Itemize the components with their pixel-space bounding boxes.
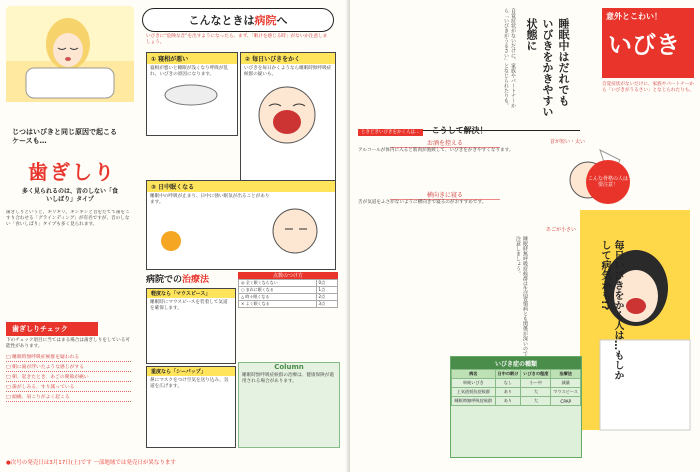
table-cell: ○ まれに眠くなる — [239, 287, 317, 294]
card-body: 寝相が悪いと睡眠が浅くなり呼吸が乱れ、いびきの原因になります。 — [150, 66, 229, 78]
card-body: 睡眠時にマウスピースを装着して気道を確保します。 — [150, 300, 228, 312]
card-daily-snoring — [240, 52, 336, 184]
check-item[interactable]: □ 睡眠時無呼吸症候群を疑われる — [6, 352, 131, 362]
table-cell: 3点 — [316, 301, 337, 308]
column-title: Column — [274, 363, 304, 371]
table-cell: 2点 — [316, 294, 337, 301]
snoring-types-panel — [450, 356, 582, 458]
table-row — [452, 379, 581, 388]
skeleton-badge-label: こんな骨格の人は要注意！ — [588, 176, 629, 188]
sub2-body: 舌が気道をふさがないように横向きで寝るのがおすすめです。 — [358, 200, 487, 205]
check-title: 歯ぎしりチェック — [6, 322, 98, 336]
sub2-label: 横向きに寝る — [390, 190, 500, 200]
main-title-block — [602, 8, 694, 78]
column-body: 睡眠時無呼吸症候群の治療は、健康保険が適用される場合があります。 — [242, 373, 334, 385]
callout-jaw: あごが小さい — [546, 227, 577, 233]
treatment-red: 治療法 — [182, 275, 210, 285]
heading-line-2: いびきをかきやすい — [541, 18, 554, 117]
table-cell: 単純いびき — [452, 379, 496, 388]
pillow-icon — [161, 80, 221, 110]
callout-neck: 首が短い・太い — [550, 139, 586, 145]
table-cell: ◎ 全く眠くならない — [239, 280, 317, 287]
card-title: ① 寝相が悪い — [147, 53, 237, 64]
heading-line-1: 睡眠中はだれでも — [557, 18, 570, 106]
table-cell: 0点 — [316, 280, 337, 287]
check-intro: 下のチェック項目に当てはまる場合は歯ぎしりをしている可能性があります。 — [6, 338, 130, 350]
table-cell: × よく眠くなる — [239, 301, 317, 308]
hospital-header — [142, 8, 334, 32]
table-row — [452, 388, 581, 397]
table-cell: 減量 — [551, 379, 581, 388]
main-intro: 自覚症状がないだけに、家族やパートナーから「いびきがうるさい」となじられたりも。 — [602, 82, 694, 94]
table-cell: あり — [495, 397, 521, 406]
table-row — [239, 280, 338, 287]
table-cell: 1点 — [316, 287, 337, 294]
hospital-intro: いびきに“危険な音”を出すようになったら、まず、「眠けを感じる時」がないか注意しましょう。 — [146, 34, 328, 46]
table-cell: マウスピース — [551, 388, 581, 397]
table-row — [452, 397, 581, 406]
table-cell: △ 時々眠くなる — [239, 294, 317, 301]
footer-note: ●次号の発売日は3月17日(土)です 一部地域では発売日が異なります — [6, 460, 176, 466]
column-box — [238, 362, 340, 448]
solve-title: こうして解決！ — [431, 126, 488, 135]
snoring-types-title: いびき症の種類 — [451, 357, 581, 369]
treatment-mouthpiece — [146, 288, 236, 364]
main-title-small: 意外とこわい！ — [606, 12, 662, 21]
main-title: いびき — [608, 31, 680, 59]
card-sleeping-posture — [146, 52, 238, 136]
sub1-label: お酒を控える — [390, 138, 500, 148]
table-cell: 大 — [521, 388, 551, 397]
table-cell: 小〜中 — [521, 379, 551, 388]
table-row — [239, 301, 338, 308]
right-page — [350, 0, 700, 472]
table-row — [239, 294, 338, 301]
sleeping-woman-icon — [6, 6, 134, 102]
hospital-header-prefix: こんなときは — [188, 14, 255, 27]
check-list — [6, 352, 131, 402]
table-cell: なし — [495, 379, 521, 388]
card-title: 重度なら「シーパップ」 — [147, 367, 235, 376]
card-title: 軽度なら「マウスピース」 — [147, 289, 235, 298]
teeth-title: 歯ぎしり — [28, 160, 116, 184]
sleepy-face-icon — [265, 201, 325, 261]
card-body: 睡眠中の呼吸が止まり、日中に強い眠気が出ることがあります。 — [150, 194, 270, 206]
snoring-face-icon — [247, 80, 327, 150]
teeth-sub: 多く見られるのは、音のしない「食いしばり」タイプ — [21, 188, 118, 203]
treatment-prefix: 病院での — [146, 275, 183, 285]
right-top-body: 自覚症状がないだけに、家族やパートナーから「いびきがうるさい」となじられたりも。 — [503, 8, 516, 108]
table-row — [239, 287, 338, 294]
table-cell: 睡眠時無呼吸症候群 — [452, 397, 496, 406]
table-header: 日中の眠け — [495, 370, 521, 379]
check-item[interactable]: □ 歯がしみる、すり減っている — [6, 382, 131, 392]
table-cell: あり — [495, 388, 521, 397]
table-header: 治療法 — [551, 370, 581, 379]
check-item[interactable]: □ 朝、起きたとき、あごの関節が痛い — [6, 372, 131, 382]
score-table — [238, 272, 338, 308]
check-item[interactable]: □ 朝に歯が浮いたような感じがする — [6, 362, 131, 372]
card-body: 鼻にマスクをつけ空気を送り込み、気道を広げます。 — [150, 378, 229, 390]
disease-heading: 毎日いびきをかく人は…もしかして病気かも!? — [599, 240, 623, 380]
table-cell: 上気道抵抗症候群 — [452, 388, 496, 397]
sun-icon — [151, 221, 191, 261]
card-title: ③ 日中眠くなる — [147, 181, 335, 192]
table-header: 病名 — [452, 370, 496, 379]
check-item[interactable]: □ 頭痛、肩こりがよく起こる — [6, 392, 131, 402]
right-lower-body: 睡眠時無呼吸症候群は生活習慣病とも関係が深いので注意しましょう。 — [515, 236, 528, 356]
treatment-cpap — [146, 366, 236, 448]
card-daytime-sleepy — [146, 180, 336, 270]
heading-line-3: 状態に — [525, 18, 538, 51]
teeth-lead: じつはいびきと同じ原因で起こるケースも… — [12, 128, 117, 145]
hospital-header-suffix: へ — [276, 14, 288, 27]
sub1-body: アルコールが体内に入ると筋肉が弛緩して、いびきをかきやすくなります。 — [358, 148, 514, 153]
table-header: いびきの程度 — [521, 370, 551, 379]
solve-prefix: ときどきいびきをかく人は… — [358, 129, 423, 136]
sleeping-woman-illustration — [6, 6, 134, 102]
skeleton-badge — [586, 160, 630, 204]
card-body: いびきを毎日かくようなら睡眠時無呼吸症候群の疑いも。 — [244, 66, 332, 78]
hospital-header-red: 病院 — [254, 14, 277, 27]
score-table-title: 点数のつけ方 — [238, 272, 338, 279]
table-row — [452, 370, 581, 379]
table-cell: CPAP — [551, 397, 581, 406]
teeth-body: 歯ぎしりというと、ギリギリ、ギシギシと音をたてて歯をこすり合わせる「グラインディング」が有名ですが、音のしない「食いしばり」タイプも多く見られます。 — [6, 210, 130, 228]
table-cell: 大 — [521, 397, 551, 406]
treatment-header — [146, 272, 234, 285]
card-title: ② 毎日いびきをかく — [241, 53, 335, 64]
